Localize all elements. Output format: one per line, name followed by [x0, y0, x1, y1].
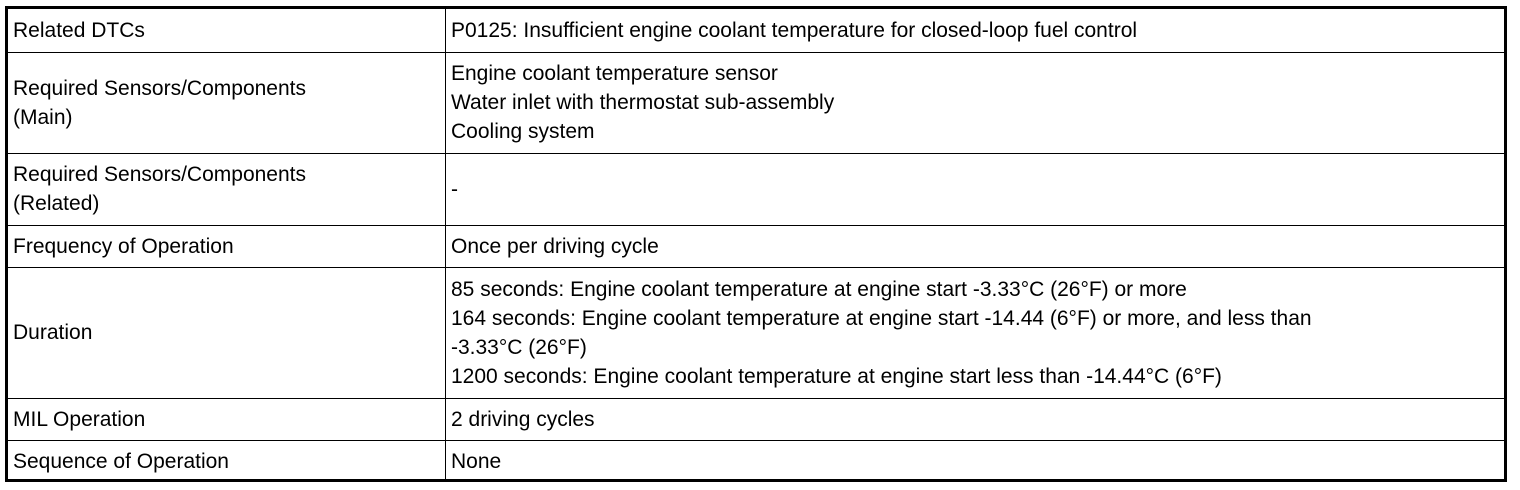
value-text: -3.33°C (26°F) [451, 335, 587, 359]
row-value-required-related [446, 153, 1505, 225]
value-text: 164 seconds: Engine coolant temperature at engine start -14.44 (6°F) or more, and less than [451, 306, 1312, 330]
row-value-frequency [446, 225, 1505, 267]
value-text: Once per driving cycle [451, 234, 659, 258]
table-row-required-related [8, 153, 1504, 225]
value-text: None [451, 449, 502, 473]
label-text: Required Sensors/Components [13, 163, 306, 186]
row-value-duration [446, 267, 1505, 398]
row-label-required-related [8, 153, 446, 225]
value-text: P0125: Insufficient engine coolant temperature for closed-loop fuel control [451, 18, 1138, 42]
value-text: 1200 seconds: Engine coolant temperature at engine start less than -14.44°C (6°F) [451, 364, 1222, 388]
row-label-related-dtcs [8, 9, 446, 52]
label-text: (Related) [13, 192, 100, 215]
value-text: 85 seconds: Engine coolant temperature at engine start -3.33°C (26°F) or more [451, 277, 1187, 301]
label-text: Related DTCs [13, 18, 145, 42]
table-row-required-main [8, 52, 1504, 153]
value-text: Engine coolant temperature sensor [451, 62, 778, 85]
dtc-info-table [8, 9, 1504, 482]
label-text: MIL Operation [13, 407, 146, 431]
row-value-mil-operation [446, 398, 1505, 440]
value-text: - [451, 177, 458, 201]
table-row-related-dtcs [8, 9, 1504, 52]
label-text: (Main) [13, 105, 73, 129]
value-text: 2 driving cycles [451, 407, 595, 431]
row-label-sequence [8, 440, 446, 482]
row-value-sequence [446, 440, 1505, 482]
row-label-duration [8, 267, 446, 398]
label-text: Frequency of Operation [13, 234, 234, 258]
value-text: Cooling system [451, 120, 595, 143]
row-label-required-main [8, 52, 446, 153]
table-row-mil-operation [8, 398, 1504, 440]
label-text: Required Sensors/Components [13, 76, 306, 100]
row-value-related-dtcs [446, 9, 1505, 52]
row-label-mil-operation [8, 398, 446, 440]
label-text: Duration [13, 321, 93, 344]
table-row-frequency [8, 225, 1504, 267]
table-row-duration [8, 267, 1504, 398]
row-value-required-main [446, 52, 1505, 153]
table-row-sequence [8, 440, 1504, 482]
monitor-description-table [5, 6, 1507, 482]
row-label-frequency [8, 225, 446, 267]
value-text: Water inlet with thermostat sub-assembly [451, 91, 835, 114]
label-text: Sequence of Operation [13, 449, 229, 473]
